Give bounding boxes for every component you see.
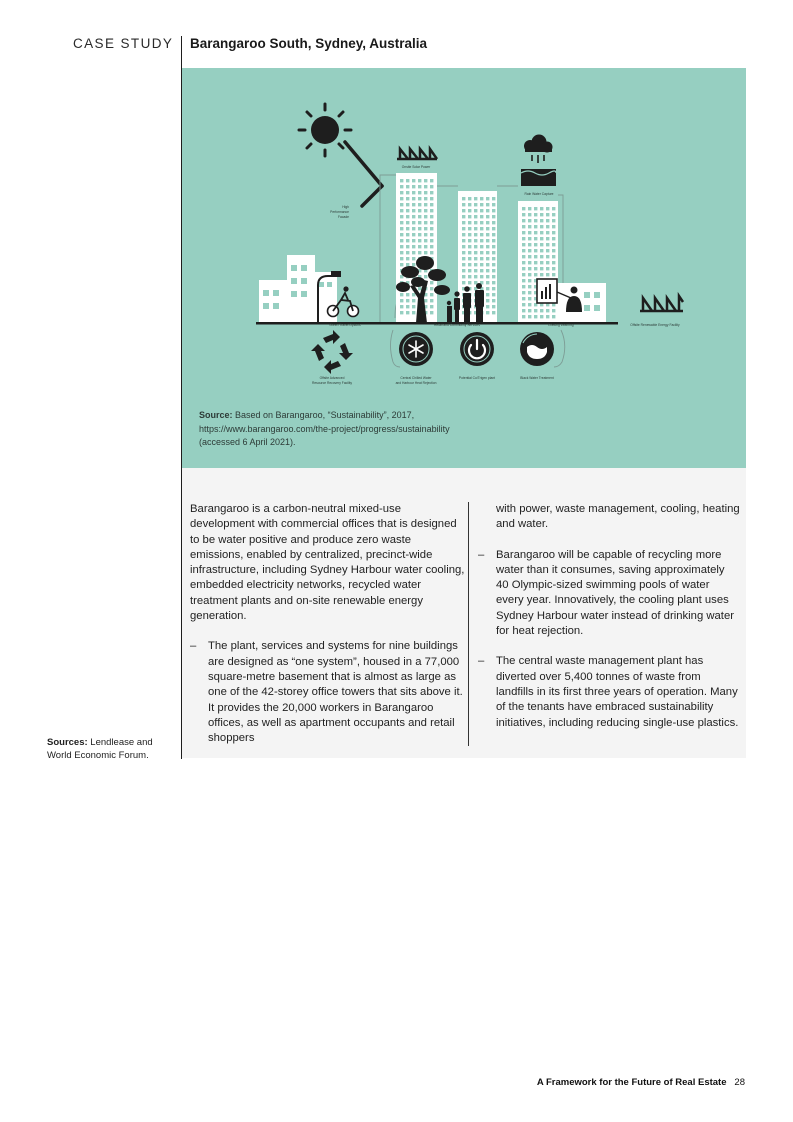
diagram-label: Lifelong Learning [548,323,574,327]
sustainability-diagram [182,68,746,408]
diagram-label: and Harbour Heat Rejection [395,381,437,385]
water-treatment-icon [520,332,554,366]
source-label: Source: [199,410,233,420]
bullet-water-recycling [478,548,740,640]
body-column-right [478,502,740,731]
snowflake-icon [399,332,433,366]
bullet-one-system [190,639,466,746]
diagram-label: Central Chilled Water [400,376,432,380]
diagram-label: Facade [338,215,349,219]
offsite-renewable-icon [640,296,683,311]
diagram-label: Retail and Community Services [434,323,480,327]
diagram-label: Potential Co/Trigen plant [458,376,496,380]
low-rise-buildings-right [558,283,606,323]
diagram-label: Resource Recovery Facility [311,381,353,385]
power-icon [460,332,494,366]
page-title: Barangaroo South, Sydney, Australia [190,36,428,51]
bullet-text: The plant, services and systems for nine buildings are designed as “one system”, housed in a 77,000 square-metre basement that is almost as large as one of the 42-storey office towers that sits above it. It provides the 20,000 workers in Barangaroo offices, as well as apartment occupants and retail shoppers [208,640,463,745]
diagram-label: Performance [330,210,349,214]
source-text: Based on Barangaroo, “Sustainability”, 2017, [232,410,415,420]
low-rise-buildings [259,255,337,323]
diagram-label: Green Travel Options [329,323,361,327]
facade-arrow-icon [345,142,382,206]
recycle-icon [311,330,353,374]
bullet-text: The central waste management plant has diverted over 5,400 tonnes of waste from landfills in its first three years of operation. Many of the tenants have embraced sustainability initiatives, including reducing single-use plastics. [496,655,739,729]
column-divider [468,502,469,746]
bullet-text: Barangaroo will be capable of recycling more water than it consumes, saving approximately 40 Olympic-sized swimming pools of water every year. Innovatively, the cooling plant uses Sydney Harbour water instead of drinking water for heat rejection. [496,548,734,638]
diagram-label: Onsite Solar Power [401,165,431,169]
rain-cloud-icon [521,135,556,187]
publication-title: A Framework for the Future of Real Estate [536,1077,727,1088]
body-column-left [190,502,466,746]
diagram-label: Offsite Advanced [319,376,345,380]
bullet-waste-management [478,654,740,730]
sources-label: Sources: [47,737,88,748]
diagram-panel [182,68,746,468]
diagram-source [199,409,529,450]
sources-text: Lendlease and World Economic Forum. [47,737,153,761]
sun-icon [299,104,351,156]
intro-paragraph: Barangaroo is a carbon-neutral mixed-use development with commercial offices that is designed to be water positive and produce zero waste emissions, enabled by centralized, precinct-wide infrastructure, including Sydney Harbour water cooling, embedded electricity networks, recycled water treatment plants and on-site renewable energy generation. [190,503,465,623]
diagram-label: Black Water Treatment [520,376,554,380]
sources-note [47,736,172,762]
diagram-label: Rain Water Capture [524,192,554,196]
source-url: https://www.barangaroo.com/the-project/progress/sustainability [199,423,450,434]
diagram-label: High [342,205,349,209]
page-number: 28 [734,1077,745,1088]
page-footer [537,1077,745,1088]
people-icon [447,283,484,322]
solar-panel-icon [397,149,437,159]
bullet-continuation: with power, waste management, cooling, heating and water. [496,503,740,531]
section-kicker: CASE STUDY [73,36,174,51]
diagram-label: Offsite Renewable Energy Facility [630,323,680,327]
source-accessed: (accessed 6 April 2021). [199,437,296,447]
